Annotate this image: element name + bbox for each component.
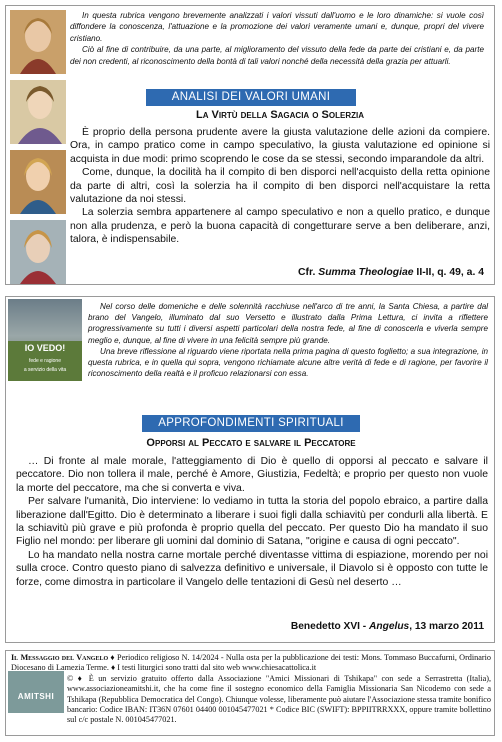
body-paragraph-2: Come, dunque, la docilità ha il compito di ben disporci nell'acquisto della retta opinione da parte di altri, così la solerzia ha il compito di ben disporci nell'acquistare la retta valutazione da noi stessi.	[70, 167, 490, 206]
publication-footer	[5, 650, 495, 736]
intro-paragraph-1: Nel corso delle domeniche e delle solennità racchiuse nell'arco di tre anni, la Santa Chiesa, a partire dal brano del Vangelo, illuminato dal suo Versetto e illustrato dalla Prima Lettura, ci invita a riflettere progressivamente su tutti i diversi aspetti particolari della nostra fede, al fine di conoscerla e viverla sempre meglio e, dunque, al fine di vivere in una felicità sempre più grande.	[88, 302, 488, 345]
spiritual-column-box	[5, 296, 495, 643]
portrait-image-1	[10, 10, 66, 74]
intro-paragraph-2: Una breve riflessione al riguardo viene riportata nella prima pagina di questo foglietto; a sua integrazione, in questa rubrica, e in quella qui sopra, vengono richiamate alcune altre verità di fede e di ragione, per favorire il riconoscimento della realtà e il proficuo relazionarsi con essa.	[88, 346, 488, 379]
portrait-image-2	[10, 80, 66, 144]
intro-paragraph-1: In questa rubrica vengono brevemente analizzati i valori vissuti dall'uomo e le loro dinamiche: si vuole così diffondere la conoscenza, l'attuazione e la promozione dei valori veramente umani e, dunque, propri del vivere cristiano.	[70, 11, 484, 43]
article-body	[70, 126, 490, 247]
citation: Benedetto XVI - Angelus, 13 marzo 2011	[290, 621, 484, 632]
portrait-image-3	[10, 150, 66, 214]
io-vedo-title: IO VEDO!	[24, 343, 66, 353]
masthead: Il Messaggio del Vangelo	[11, 653, 109, 662]
article-title: Opporsi al Peccato e salvare il Peccatore	[146, 437, 356, 449]
citation: Cfr. Summa Theologiae II-II, q. 49, a. 4	[298, 267, 484, 278]
article-body	[16, 455, 488, 589]
portrait-image-4	[10, 220, 66, 284]
section-banner: ANALISI DEI VALORI UMANI	[146, 89, 356, 106]
footer-line-1: ♦ Periodico religioso N. 14/2024 - Nulla osta per la pubblicazione dei testi: Mons. Tommaso Buccafurni, Ordinario Diocesano di Lamezia Terme. ♦ I testi liturgici sono tratti dal sito web www.chiesacattolica.it	[11, 653, 491, 673]
article-title: La Virtù della Sagacia o Solerzia	[195, 109, 364, 121]
footer-line-2: © ♦ È un servizio gratuito offerto dalla Associazione "Amici Missionari di Tshikapa" con sede a Serrastretta (Italia), www.associazioneamitshi.it, che ha come fine il sostegno economico della Famiglia Missionaria San Nicodemo con sede a Tshikapa (Repubblica Democratica del Congo). Chiunque volesse, liberamente può aiutare l'Associazione stessa tramite bonifico bancario: Codice IBAN: IT36N 07601 04400 001045477021 * Codice BIC (SWIFT): BPPIITRRXXX, oppure tramite bollettino sul c/c postale N. 001045477021.	[67, 673, 491, 725]
amitshi-logo: AMITSHI	[8, 671, 64, 713]
io-vedo-line2: a servizio della vita	[23, 367, 67, 373]
values-column-box	[5, 5, 495, 285]
body-paragraph-3: Lo ha mandato nella nostra carne mortale perché diventasse vittima di espiazione, morendo per noi sulla croce. Contro questo piano di salvezza definitivo e universale, il Diavolo si è opposto con tutte le forze, come dimostra in particolare il Vangelo delle tentazioni di Gesù nel deserto …	[16, 549, 488, 588]
body-paragraph-1: … Di fronte al male morale, l'atteggiamento di Dio è quello di opporsi al peccato e salvare il peccatore. Dio non tollera il male, perché è Amore, Giustizia, Fedeltà; e proprio per questo non vuole la morte del peccatore, ma che si converta e viva.	[16, 456, 488, 494]
section-intro	[88, 301, 488, 379]
intro-paragraph-2: Ciò al fine di contribuire, da una parte, al miglioramento del vissuto della fede da parte dei cristiani e, da parte dei non credenti, al riconoscimento della bontà di tali valori nonché della necessità della grazia per attuarli.	[70, 45, 484, 66]
io-vedo-image	[8, 299, 82, 381]
body-paragraph-1: È proprio della persona prudente avere la giusta valutazione delle azioni da compiere. Ora, in campo pratico come in campo speculativo, la giusta valutazione ed opinione si acquista in due modi: primo scoprendo le cose da se stessi, secondo imparandole da altri.	[70, 127, 490, 165]
body-paragraph-2: Per salvare l'umanità, Dio interviene: lo vediamo in tutta la storia del popolo ebraico, a partire dalla liberazione dall'Egitto. Dio è determinato a liberare i suoi figli dalla schiavitù per condurli alla libertà. E la schiavitù più grave e più profonda è proprio quella del peccato. Per questo Dio ha mandato il suo Figlio nel mondo: per liberare gli uomini dal dominio di Satana, "origine e causa di ogni peccato".	[16, 496, 488, 548]
footer-text	[11, 653, 491, 726]
io-vedo-line1: fede e ragione	[29, 358, 61, 364]
body-paragraph-3: La solerzia sembra appartenere al campo speculativo e non a quello pratico, e dunque non alla prudenza, e però la buona capacità di congetturare serve a ben deliberare, anzi, talora, è indispensabile.	[70, 207, 490, 246]
saints-image-strip	[6, 6, 70, 286]
section-banner: APPROFONDIMENTI SPIRITUALI	[142, 415, 360, 432]
section-intro	[70, 10, 484, 67]
